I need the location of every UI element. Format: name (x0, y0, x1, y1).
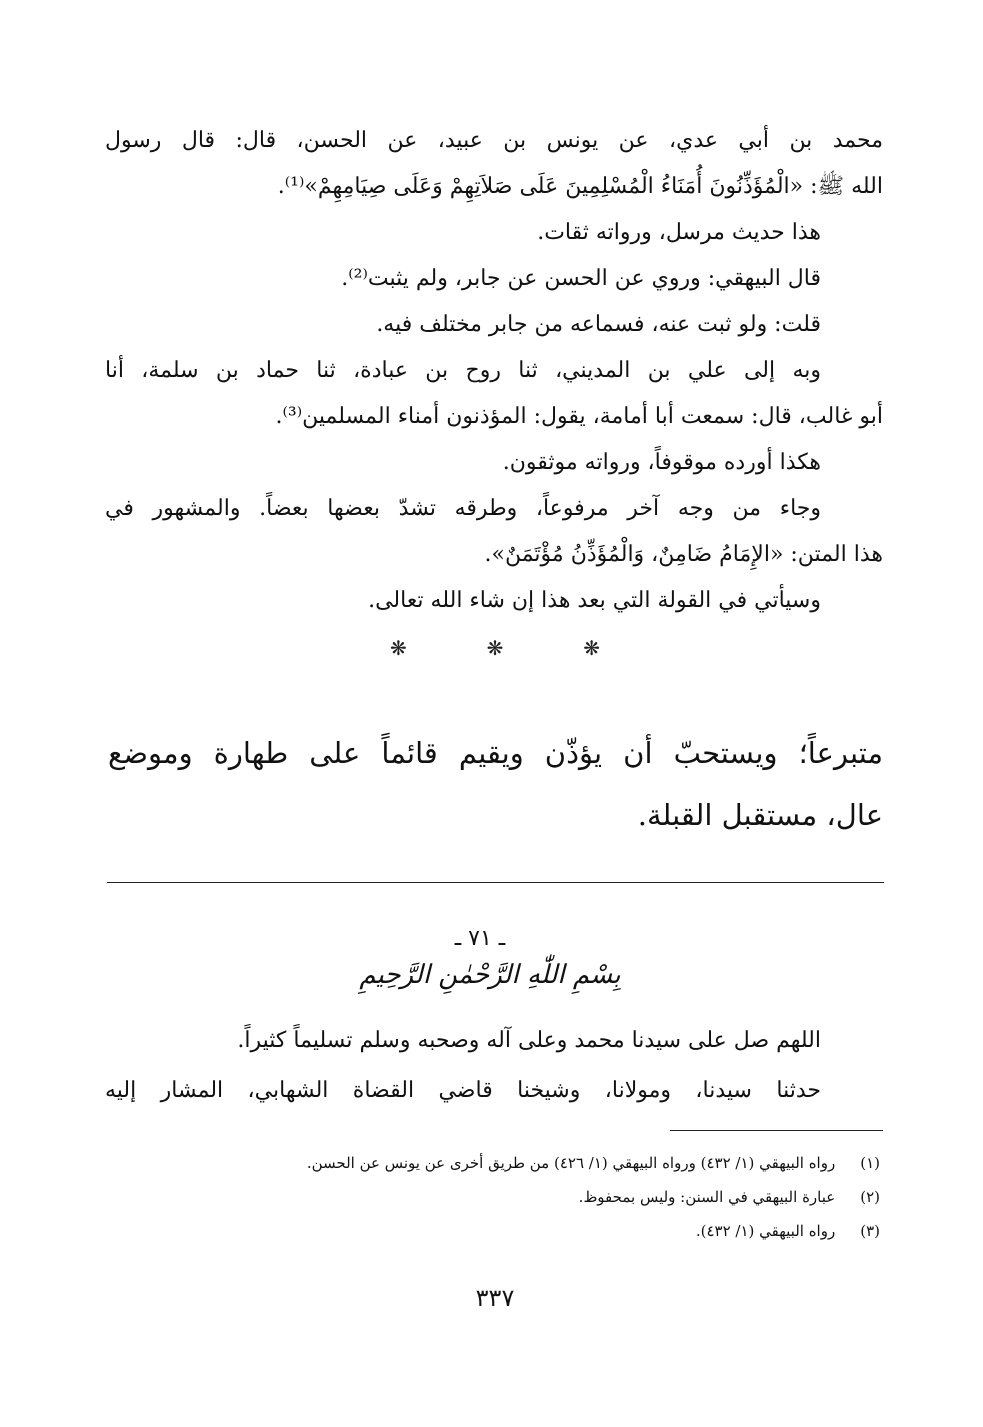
footnote-text: رواه البيهقي (١/ ٤٣٢) ورواه البيهقي (١/ ٤٢٦) من طريق أخرى عن يونس عن الحسن. (306, 1154, 836, 1172)
commentary-line-9: وجاء من وجه آخر مرفوعاً، وطرقه تشدّ بعضها بعضاً. والمشهور في (105, 496, 822, 521)
section-number: ـ ٧١ ـ (454, 926, 506, 951)
footnote-number: (١) (860, 1154, 880, 1172)
footnote-number: (٣) (860, 1222, 880, 1240)
footnote-text: رواه البيهقي (١/ ٤٣٢). (695, 1222, 836, 1240)
footnote-divider (670, 1130, 883, 1131)
matn-line-2: عال، مستقبل القبلة. (637, 798, 883, 832)
separator-star-icon: ❋ (486, 636, 504, 660)
commentary-line-10: هذا المتن: «الإِمَامُ ضَامِنٌ، وَالْمُؤَذِّنُ مُؤْتَمَنٌ». (484, 542, 883, 567)
commentary-block (105, 118, 883, 624)
footnote-item (105, 1214, 880, 1248)
commentary-line-8: هكذا أورده موقوفاً، ورواته موثقون. (502, 450, 821, 475)
matn-line-1: متبرعاً؛ ويستحبّ أن يؤذّن ويقيم قائماً على طهارة وموضع (108, 736, 883, 770)
commentary-line-6: وبه إلى علي بن المديني، ثنا روح بن عبادة، ثنا حماد بن سلمة، أنا (105, 358, 821, 383)
section-line-2: حدثنا سيدنا، ومولانا، وشيخنا قاضي القضاة الشهابي، المشار إليه (105, 1078, 821, 1103)
commentary-line-1: محمد بن أبي عدي، عن يونس بن عبيد، عن الحسن، قال: قال رسول (105, 128, 883, 153)
page-number: ٣٣٧ (475, 1284, 515, 1312)
separator-star-icon: ❋ (583, 636, 600, 660)
footnote-number: (٢) (860, 1188, 880, 1206)
commentary-line-11: وسيأتي في القولة التي بعد هذا إن شاء الله تعالى. (368, 588, 821, 613)
footnote-item (105, 1180, 880, 1214)
commentary-line-7: أبو غالب، قال: سمعت أبا أمامة، يقول: المؤذنون أمناء المسلمين⁽³⁾. (275, 404, 883, 429)
matn-block (108, 722, 883, 846)
commentary-line-2: الله ﷺ: «الْمُؤَذِّنُونَ أُمَنَاءُ الْمُسْلِمِينَ عَلَى صَلاَتِهِمْ وَعَلَى صِيَامِهِمْ»⁽¹⁾. (277, 174, 883, 199)
basmala: بِسْمِ اللّٰهِ الرَّحْمٰنِ الرَّحِيمِ (359, 960, 621, 990)
section-separator (390, 636, 600, 666)
footnote-text: عبارة البيهقي في السنن: وليس بمحفوظ. (578, 1188, 836, 1206)
commentary-line-4: قال البيهقي: وروي عن الحسن عن جابر، ولم يثبت⁽²⁾. (341, 266, 821, 291)
commentary-line-5: قلت: ولو ثبت عنه، فسماعه من جابر مختلف فيه. (376, 312, 821, 337)
footnote-item (105, 1146, 880, 1180)
main-divider (107, 882, 884, 883)
commentary-line-3: هذا حديث مرسل، ورواته ثقات. (537, 220, 821, 245)
section-body (105, 1016, 883, 1116)
footnotes (105, 1146, 880, 1248)
separator-star-icon: ❋ (390, 636, 407, 660)
section-line-1: اللهم صل على سيدنا محمد وعلى آله وصحبه وسلم تسليماً كثيراً. (237, 1028, 821, 1053)
